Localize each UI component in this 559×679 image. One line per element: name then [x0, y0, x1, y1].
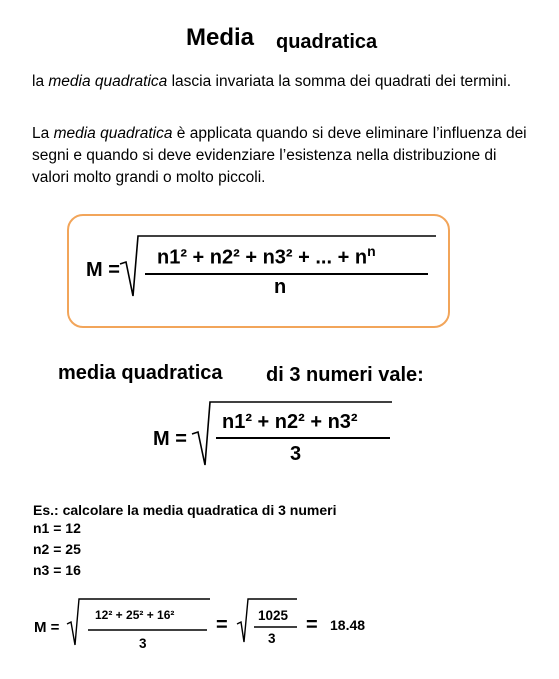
section2-numerator: n1² + n2² + n3² [222, 411, 358, 433]
example-frac1-numerator: 12² + 25² + 16² [95, 608, 175, 622]
p1-emphasis: media quadratica [48, 73, 168, 90]
title-word-quadratica: quadratica [276, 31, 378, 53]
example-intro: Es.: calcolare la media quadratica di 3 numeri [33, 502, 337, 518]
formula-general-denominator: n [274, 276, 287, 298]
example-value-n3: n3 = 16 [33, 562, 81, 578]
example-value-n1: n1 = 12 [33, 520, 81, 536]
example-lhs: M = [34, 619, 60, 636]
formula-general-lhs: M = [86, 259, 120, 281]
p2-post: è applicata quando si deve eliminare l’influenza dei segni e quando si deve evidenziare l’esistenza nella distribuzione di valori molto grandi o molto piccoli. [32, 125, 527, 186]
sqrt-sign-example-1 [67, 599, 210, 645]
example-frac2-denominator: 3 [268, 631, 276, 646]
title-word-media: Media [186, 24, 255, 51]
p2-emphasis: media quadratica [53, 125, 173, 142]
example-equals-2: = [306, 614, 318, 636]
section2-heading-part2: di 3 numeri vale: [266, 364, 424, 386]
section2-heading-part1: media quadratica [58, 362, 223, 384]
p2-pre: La [32, 125, 54, 142]
example-value-n2: n2 = 25 [33, 541, 81, 557]
section2-denominator: 3 [290, 443, 302, 465]
example-frac2-numerator: 1025 [258, 608, 289, 623]
formula-general-numerator-text: n1² + n2² + n3² + ... + n [157, 246, 368, 269]
formula-general-exponent: n [367, 243, 376, 259]
sqrt-sign-section2 [192, 402, 392, 465]
sqrt-sign-general [120, 236, 436, 296]
section2-lhs: M = [153, 428, 187, 450]
p1-post: lascia invariata la somma dei quadrati dei termini. [167, 73, 512, 90]
sqrt-sign-example-2 [237, 599, 297, 642]
example-result: 18.48 [330, 617, 366, 633]
p1-pre: la [32, 73, 49, 90]
example-frac1-denominator: 3 [139, 636, 147, 651]
example-equals-1: = [216, 614, 228, 636]
